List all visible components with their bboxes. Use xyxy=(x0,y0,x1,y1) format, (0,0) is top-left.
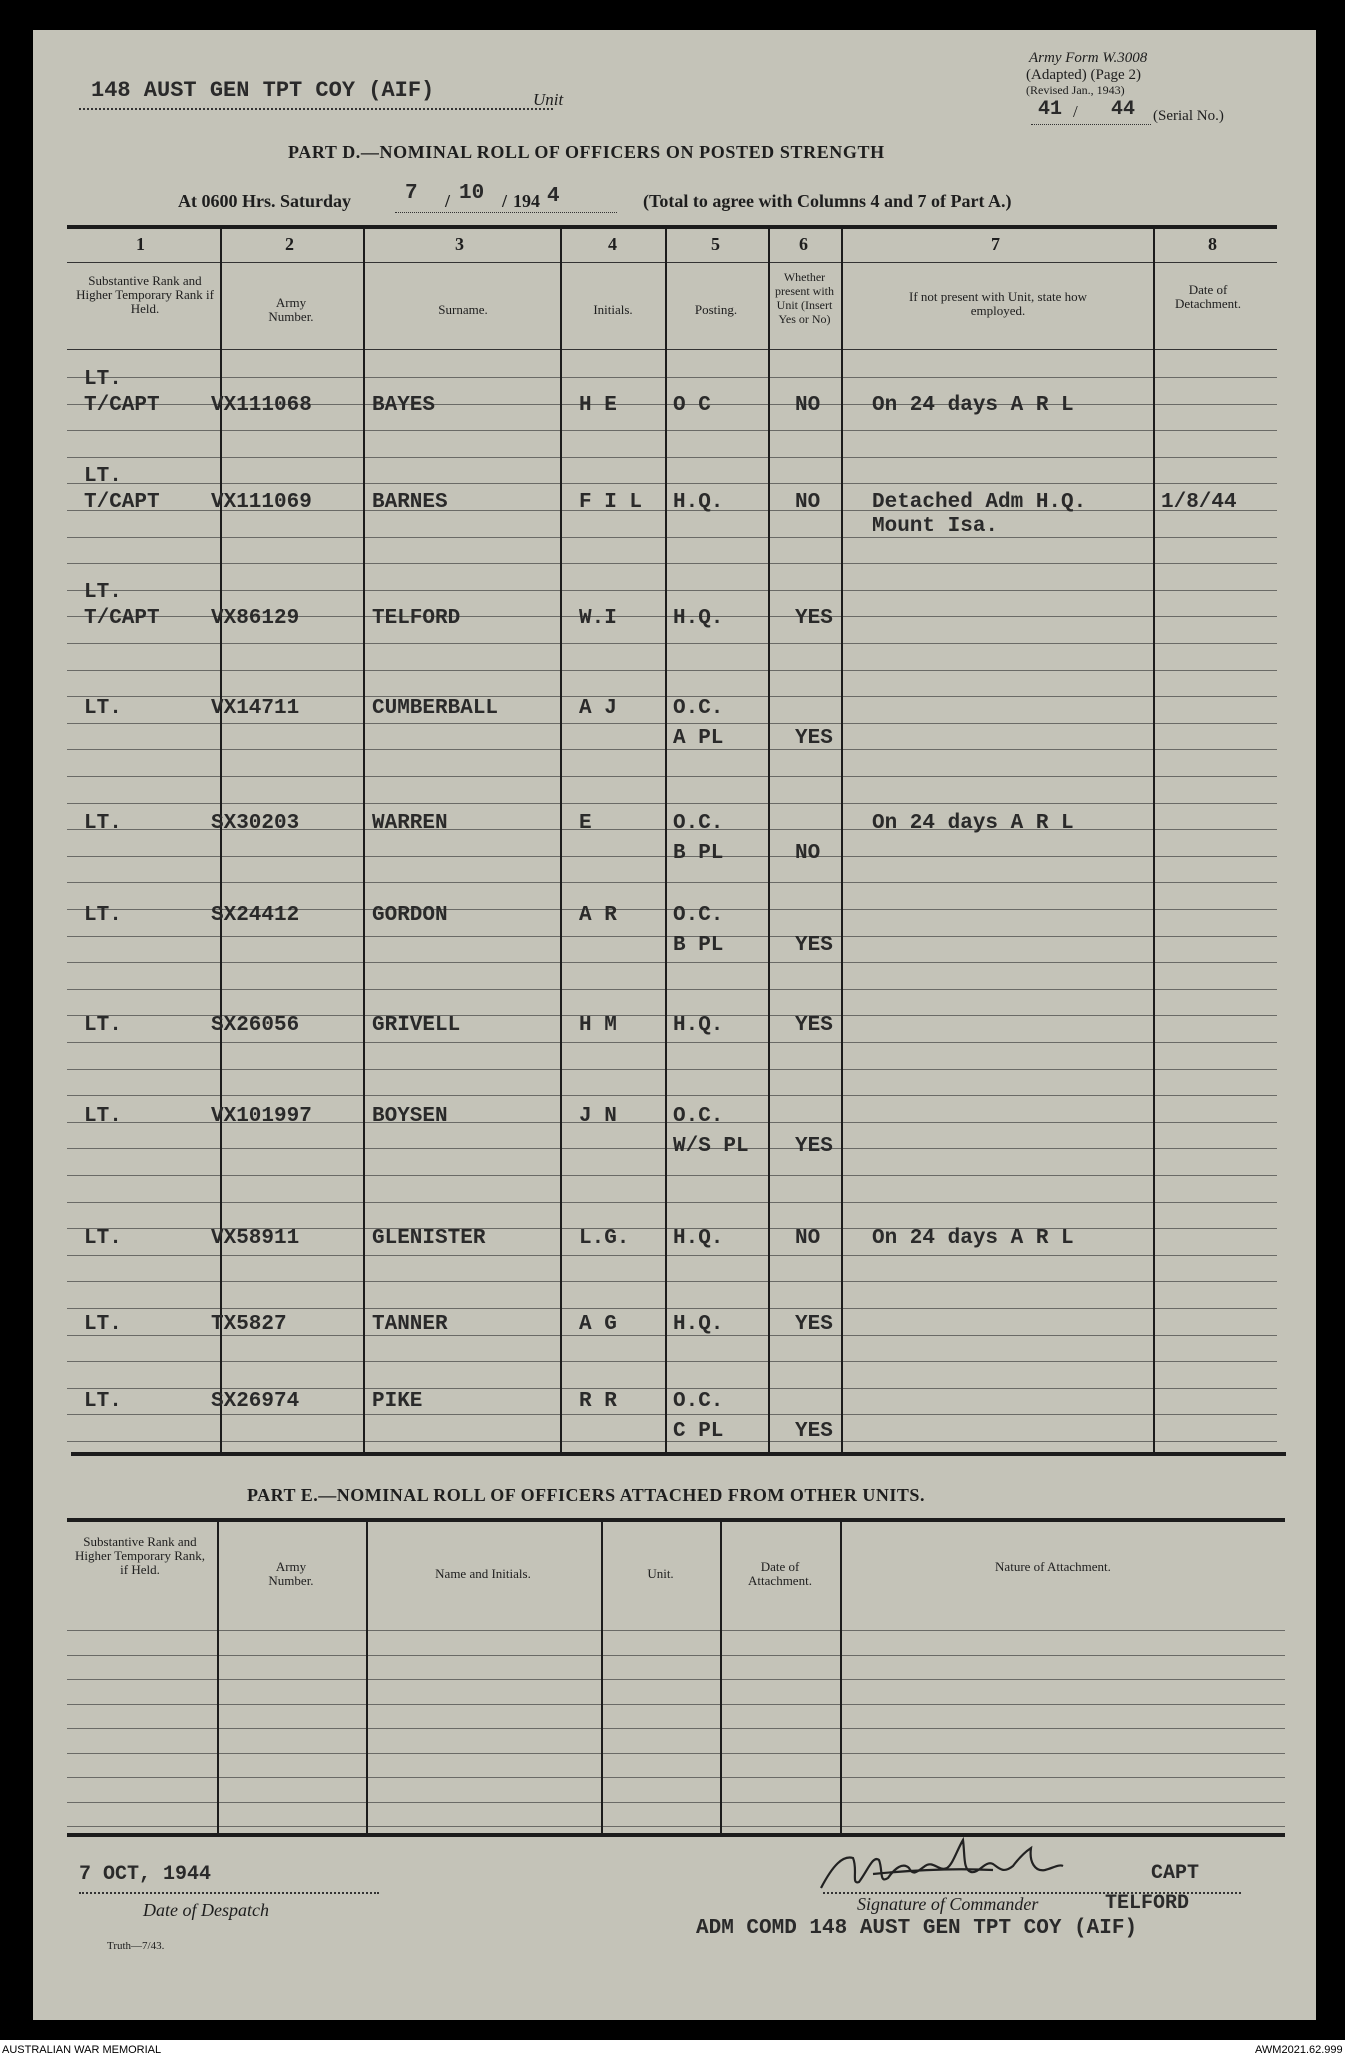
ruled-line xyxy=(67,1679,1285,1680)
present-with-unit: NO xyxy=(795,491,821,514)
present-with-unit: YES xyxy=(795,1135,833,1158)
serial-separator: / xyxy=(1073,102,1078,121)
posting: H.Q. xyxy=(673,491,724,514)
part-e-header-army-number: Army Number. xyxy=(268,1559,314,1588)
initials: W.I xyxy=(579,607,617,630)
army-form-revised: (Revised Jan., 1943) xyxy=(1026,83,1125,97)
army-number: VX101997 xyxy=(211,1105,312,1128)
army-number: SX24412 xyxy=(211,904,300,927)
surname: GLENISTER xyxy=(372,1227,486,1250)
ruled-line xyxy=(67,1826,1285,1827)
part-d-title: PART D.—NOMINAL ROLL OF OFFICERS ON POSTED STRENGTH xyxy=(288,142,885,162)
army-form-adapted: (Adapted) (Page 2) xyxy=(1026,67,1141,83)
part-d-date-year-typed: 4 xyxy=(547,185,560,208)
ruled-line xyxy=(67,1308,1277,1309)
part-e-header-unit: Unit. xyxy=(647,1566,674,1581)
col-header-employed: If not present with Unit, state how employed. xyxy=(909,289,1087,318)
part-d-divider-2 xyxy=(363,227,365,1452)
part-e-divider-1 xyxy=(217,1521,219,1833)
posting: O C xyxy=(673,394,711,417)
rank: LT. xyxy=(84,697,122,720)
surname: BARNES xyxy=(372,491,448,514)
initials: F I L xyxy=(579,491,643,514)
part-e-header-nature: Nature of Attachment. xyxy=(995,1559,1111,1574)
army-number: VX86129 xyxy=(211,607,300,630)
part-d-number-rule xyxy=(67,262,1277,263)
ruled-line xyxy=(67,563,1277,564)
initials: H M xyxy=(579,1014,617,1037)
ruled-line xyxy=(67,856,1277,857)
unit-label: Unit xyxy=(533,90,564,109)
surname: GRIVELL xyxy=(372,1014,461,1037)
ruled-line xyxy=(67,1042,1277,1043)
part-d-bottom-rule xyxy=(71,1452,1286,1456)
serial-number-part1: 41 xyxy=(1038,98,1063,121)
unit-dotted-line xyxy=(79,108,553,110)
col-number-1: 1 xyxy=(136,234,145,254)
present-with-unit: YES xyxy=(795,1313,833,1336)
part-d-divider-5 xyxy=(768,227,770,1452)
col-header-present: Whether present with Unit (Insert Yes or No) xyxy=(775,270,834,326)
rank: LT. xyxy=(84,904,122,927)
col-header-initials: Initials. xyxy=(593,302,633,317)
posting: H.Q. xyxy=(673,1313,724,1336)
present-with-unit: YES xyxy=(795,607,833,630)
ruled-line xyxy=(67,882,1277,883)
army-form-number: Army Form W.3008 xyxy=(1029,50,1148,66)
initials: H E xyxy=(579,394,617,417)
rank: LT. xyxy=(84,812,122,835)
ruled-line xyxy=(67,590,1277,591)
posting-platoon: C PL xyxy=(673,1420,724,1443)
employment: On 24 days A R L xyxy=(872,394,1074,417)
ruled-line xyxy=(67,643,1277,644)
ruled-line xyxy=(67,1728,1285,1729)
surname: CUMBERBALL xyxy=(372,697,499,720)
posting: O.C. xyxy=(673,1390,724,1413)
signature-unit: ADM COMD 148 AUST GEN TPT COY (AIF) xyxy=(696,1917,1138,1940)
part-e-divider-5 xyxy=(840,1521,842,1833)
part-d-divider-4 xyxy=(665,227,667,1452)
employment: On 24 days A R L xyxy=(872,812,1074,835)
part-e-divider-2 xyxy=(366,1521,368,1833)
ruled-line xyxy=(67,1753,1285,1754)
ruled-line xyxy=(67,723,1277,724)
surname: TANNER xyxy=(372,1313,448,1336)
ruled-line xyxy=(67,1095,1277,1096)
ruled-line xyxy=(67,989,1277,990)
despatch-label: Date of Despatch xyxy=(143,1900,269,1920)
ruled-line xyxy=(67,1777,1285,1778)
despatch-dotted-line xyxy=(79,1892,379,1894)
part-d-divider-7 xyxy=(1153,227,1155,1452)
serial-label: (Serial No.) xyxy=(1153,108,1224,124)
present-with-unit: NO xyxy=(795,394,821,417)
part-d-total-note: (Total to agree with Columns 4 and 7 of Part A.) xyxy=(643,191,1012,211)
present-with-unit: YES xyxy=(795,934,833,957)
posting: O.C. xyxy=(673,1105,724,1128)
surname: WARREN xyxy=(372,812,448,835)
initials: A R xyxy=(579,904,617,927)
ruled-line xyxy=(67,483,1277,484)
rank: LT. xyxy=(84,368,122,391)
ruled-line xyxy=(67,1361,1277,1362)
ruled-line xyxy=(67,377,1277,378)
army-number: SX30203 xyxy=(211,812,300,835)
col-header-surname: Surname. xyxy=(438,302,488,317)
initials: L.G. xyxy=(579,1227,630,1250)
ruled-line xyxy=(67,1175,1277,1176)
commander-signature xyxy=(813,1830,1103,1900)
ruled-line xyxy=(67,457,1277,458)
ruled-line xyxy=(67,1281,1277,1282)
army-number: SX26974 xyxy=(211,1390,300,1413)
signature-name: TELFORD xyxy=(1105,1892,1190,1915)
col-number-5: 5 xyxy=(711,234,720,254)
part-e-header-name: Name and Initials. xyxy=(435,1566,531,1581)
initials: A J xyxy=(579,697,617,720)
surname: TELFORD xyxy=(372,607,461,630)
part-d-date-sep1: / xyxy=(445,191,451,211)
army-number: VX111068 xyxy=(211,394,312,417)
col-number-8: 8 xyxy=(1208,234,1217,254)
col-header-posting: Posting. xyxy=(694,302,738,317)
part-e-header-rank: Substantive Rank and Higher Temporary Rank, if Held. xyxy=(75,1534,205,1577)
col-number-7: 7 xyxy=(991,234,1000,254)
rank: LT. xyxy=(84,1390,122,1413)
despatch-date: 7 OCT, 1944 xyxy=(79,1863,212,1886)
posting: O.C. xyxy=(673,697,724,720)
part-e-header-date: Date of Attachment. xyxy=(748,1559,812,1588)
part-d-date-prefix: At 0600 Hrs. Saturday xyxy=(178,191,352,211)
col-number-2: 2 xyxy=(285,234,294,254)
part-d-divider-3 xyxy=(560,227,562,1452)
col-number-3: 3 xyxy=(455,234,464,254)
surname: GORDON xyxy=(372,904,448,927)
rank: LT. xyxy=(84,465,122,488)
rank: LT. xyxy=(84,581,122,604)
unit-name: 148 AUST GEN TPT COY (AIF) xyxy=(91,78,435,103)
posting: H.Q. xyxy=(673,607,724,630)
col-header-detachment: Date of Detachment. xyxy=(1174,282,1242,311)
part-d-date-year: 194 xyxy=(513,191,540,211)
posting: H.Q. xyxy=(673,1014,724,1037)
posting-platoon: A PL xyxy=(673,727,724,750)
posting-platoon: B PL xyxy=(673,842,724,865)
army-number: SX26056 xyxy=(211,1014,300,1037)
posting: O.C. xyxy=(673,904,724,927)
present-with-unit: YES xyxy=(795,727,833,750)
date-dotted-line xyxy=(395,212,617,213)
detachment-date: 1/8/44 xyxy=(1161,491,1237,514)
ruled-line xyxy=(67,1704,1285,1705)
ruled-line xyxy=(67,803,1277,804)
ruled-line xyxy=(67,1255,1277,1256)
initials: A G xyxy=(579,1313,617,1336)
army-number: VX111069 xyxy=(211,491,312,514)
ruled-line xyxy=(67,1630,1285,1631)
present-with-unit: YES xyxy=(795,1420,833,1443)
initials: E xyxy=(579,812,592,835)
ruled-line xyxy=(67,1441,1277,1442)
ruled-line xyxy=(67,1202,1277,1203)
ruled-line xyxy=(67,1802,1285,1803)
part-d-top-rule xyxy=(67,225,1277,229)
employment: On 24 days A R L xyxy=(872,1227,1074,1250)
army-number: VX14711 xyxy=(211,697,300,720)
col-number-6: 6 xyxy=(799,234,808,254)
part-e-divider-3 xyxy=(601,1521,603,1833)
part-e-top-rule xyxy=(67,1518,1285,1522)
col-header-army-number: Army Number. xyxy=(268,295,314,324)
surname: BOYSEN xyxy=(372,1105,448,1128)
rank: LT. xyxy=(84,1014,122,1037)
posting: H.Q. xyxy=(673,1227,724,1250)
rank: LT. xyxy=(84,1105,122,1128)
temporary-rank: T/CAPT xyxy=(84,607,160,630)
ruled-line xyxy=(67,936,1277,937)
surname: BAYES xyxy=(372,394,436,417)
ruled-line xyxy=(67,776,1277,777)
archive-footer-bar xyxy=(0,2040,1345,2061)
ruled-line xyxy=(67,749,1277,750)
ruled-line xyxy=(67,430,1277,431)
present-with-unit: NO xyxy=(795,1227,821,1250)
serial-number-part2: 44 xyxy=(1111,98,1136,121)
initials: R R xyxy=(579,1390,617,1413)
employment-line2: Mount Isa. xyxy=(872,515,999,538)
part-d-date-day: 7 xyxy=(405,182,418,205)
ruled-line xyxy=(67,1388,1277,1389)
printer-imprint: Truth—7/43. xyxy=(107,1940,165,1952)
ruled-line xyxy=(67,1414,1277,1415)
serial-dotted-line xyxy=(1031,124,1151,125)
ruled-line xyxy=(67,1069,1277,1070)
archive-name: AUSTRALIAN WAR MEMORIAL xyxy=(2,2044,162,2056)
rank: LT. xyxy=(84,1313,122,1336)
posting: O.C. xyxy=(673,812,724,835)
part-e-title: PART E.—NOMINAL ROLL OF OFFICERS ATTACHED FROM OTHER UNITS. xyxy=(247,1485,925,1505)
posting-platoon: B PL xyxy=(673,934,724,957)
army-number: TX5827 xyxy=(211,1313,287,1336)
employment: Detached Adm H.Q. xyxy=(872,491,1087,514)
part-e-divider-4 xyxy=(720,1521,722,1833)
form-paper xyxy=(33,30,1316,2020)
archive-reference: AWM2021.62.999 xyxy=(1255,2044,1343,2056)
col-header-rank: Substantive Rank and Higher Temporary Rank if Held. xyxy=(76,273,214,316)
part-d-date-sep2: / xyxy=(502,191,508,211)
temporary-rank: T/CAPT xyxy=(84,394,160,417)
part-d-header-rule xyxy=(67,349,1277,350)
present-with-unit: YES xyxy=(795,1014,833,1037)
signature-label: Signature of Commander xyxy=(857,1894,1039,1914)
ruled-line xyxy=(67,962,1277,963)
ruled-line xyxy=(67,1655,1285,1656)
present-with-unit: NO xyxy=(795,842,821,865)
col-number-4: 4 xyxy=(608,234,617,254)
temporary-rank: T/CAPT xyxy=(84,491,160,514)
ruled-line xyxy=(67,1148,1277,1149)
army-number: VX58911 xyxy=(211,1227,300,1250)
posting-platoon: W/S PL xyxy=(673,1135,749,1158)
rank: LT. xyxy=(84,1227,122,1250)
part-d-divider-6 xyxy=(841,227,843,1452)
signature-rank: CAPT xyxy=(1151,1862,1200,1885)
surname: PIKE xyxy=(372,1390,423,1413)
ruled-line xyxy=(67,537,1277,538)
initials: J N xyxy=(579,1105,617,1128)
ruled-line xyxy=(67,670,1277,671)
part-d-date-month: 10 xyxy=(459,182,485,205)
